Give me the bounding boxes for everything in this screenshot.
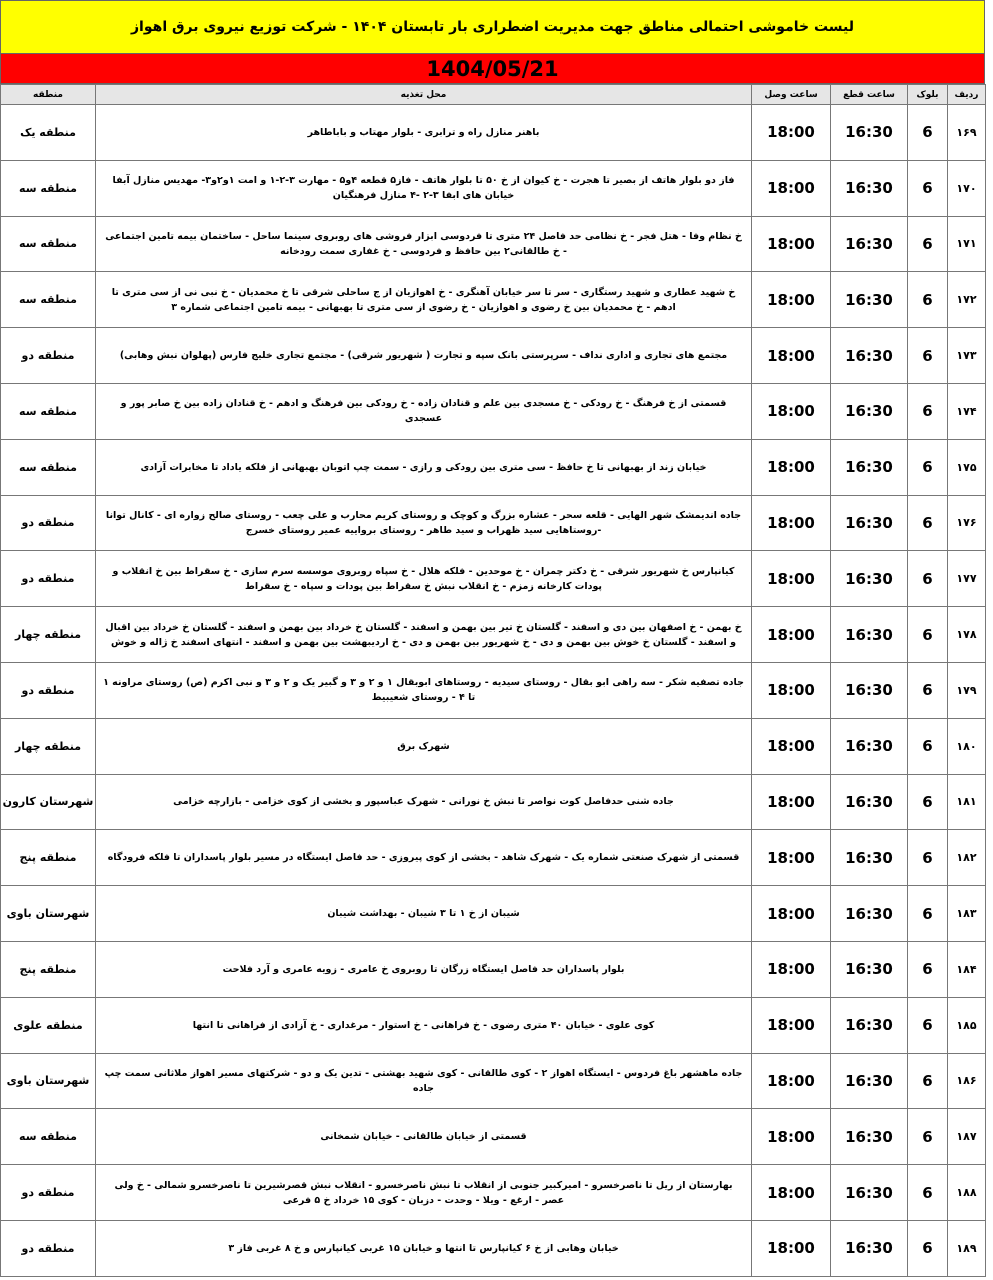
row-cut-time: 16:30 xyxy=(831,1220,908,1276)
row-region: منطقه دو xyxy=(1,662,96,718)
row-location: کیانپارس خ شهریور شرقی - خ دکتر چمران - خ موحدین - فلکه هلال - خ سپاه روبروی موسسه سرم سازی - خ سقراط بین خ انقلاب و پودات کارخانه زمزم - خ انقلاب نبش خ سقراط بین پودات و سپاه - خ سقراط xyxy=(96,551,752,607)
column-header-region: منطقه xyxy=(1,85,96,105)
row-region: شهرستان باوی xyxy=(1,886,96,942)
row-block: 6 xyxy=(908,160,948,216)
row-region: شهرستان باوی xyxy=(1,1053,96,1109)
row-location: خیابان وهابی از خ ۶ کیانپارس تا انتها و خیابان ۱۵ غربی کیانپارس و خ ۸ غربی فاز ۳ xyxy=(96,1220,752,1276)
row-location: جاده اندیمشک شهر الهایی - قلعه سحر - عشاره بزرگ و کوچک و روستای کریم محارب و علی چعب - روستای صالح زواره ای - کانال توانا -روستاهایی سید ظهراب و سید طاهر - روستای برواییه عمیر روستای خسرج xyxy=(96,495,752,551)
row-location: خ شهید عطاری و شهید رستگاری - سر تا سر خیابان آهنگری - خ اهوازیان از ج ساحلی شرقی تا خ محمدیان - خ نبی نی از سی متری تا ادهم - خ محمدیان بین خ رضوی و اهوازیان - خ رضوی از سی متری تا بهبهانی - بیمه تامین اجتماعی شماره ۳ xyxy=(96,272,752,328)
row-block: 6 xyxy=(908,718,948,774)
row-block: 6 xyxy=(908,439,948,495)
row-block: 6 xyxy=(908,886,948,942)
row-cut-time: 16:30 xyxy=(831,105,908,161)
row-cut-time: 16:30 xyxy=(831,383,908,439)
row-index: ۱۷۲ xyxy=(948,272,986,328)
row-cut-time: 16:30 xyxy=(831,718,908,774)
table-row xyxy=(1,1220,986,1276)
row-connect-time: 18:00 xyxy=(752,439,831,495)
row-location: شهرک برق xyxy=(96,718,752,774)
column-header-cut: ساعت قطع xyxy=(831,85,908,105)
table-row xyxy=(1,160,986,216)
row-index: ۱۶۹ xyxy=(948,105,986,161)
row-cut-time: 16:30 xyxy=(831,886,908,942)
row-index: ۱۸۰ xyxy=(948,718,986,774)
row-cut-time: 16:30 xyxy=(831,941,908,997)
row-connect-time: 18:00 xyxy=(752,718,831,774)
table-row xyxy=(1,997,986,1053)
row-block: 6 xyxy=(908,607,948,663)
row-region: منطقه دو xyxy=(1,328,96,384)
row-index: ۱۸۹ xyxy=(948,1220,986,1276)
row-cut-time: 16:30 xyxy=(831,1109,908,1165)
row-cut-time: 16:30 xyxy=(831,1165,908,1221)
row-index: ۱۷۵ xyxy=(948,439,986,495)
row-location: خیابان زند از بهبهانی تا خ حافظ - سی متری بین رودکی و رازی - سمت چپ اتوبان بهبهانی از فلکه یاداد تا مخابرات آزادی xyxy=(96,439,752,495)
row-region: منطقه دو xyxy=(1,1220,96,1276)
row-region: منطقه سه xyxy=(1,439,96,495)
row-cut-time: 16:30 xyxy=(831,607,908,663)
row-block: 6 xyxy=(908,662,948,718)
row-block: 6 xyxy=(908,216,948,272)
sheet-title: لیست خاموشی احتمالی مناطق جهت مدیریت اضطراری بار تابستان ۱۴۰۴ - شرکت توزیع نیروی برق اهواز xyxy=(0,0,985,54)
row-location: قسمتی از شهرک صنعتی شماره یک - شهرک شاهد - بخشی از کوی پیروزی - حد فاصل ایستگاه در مسیر بلوار پاسداران تا فلکه فرودگاه xyxy=(96,830,752,886)
table-row xyxy=(1,551,986,607)
table-row xyxy=(1,105,986,161)
row-block: 6 xyxy=(908,1165,948,1221)
row-cut-time: 16:30 xyxy=(831,774,908,830)
table-row xyxy=(1,272,986,328)
row-index: ۱۸۳ xyxy=(948,886,986,942)
row-location: بهارستان از ریل تا ناصرخسرو - امیرکبیر جنوبی از انقلاب تا نبش ناصرخسرو - انقلاب نبش قصرشیرین تا ناصرخسرو شمالی - خ ولی عصر - ارغع - ویلا - وحدت - دزبان - کوی ۱۵ خرداد خ ۵ فرعی xyxy=(96,1165,752,1221)
column-header-location: محل تغذیه xyxy=(96,85,752,105)
table-row xyxy=(1,439,986,495)
row-location: شیبان از خ ۱ تا ۳ شیبان - بهداشت شیبان xyxy=(96,886,752,942)
table-row xyxy=(1,941,986,997)
row-block: 6 xyxy=(908,830,948,886)
row-block: 6 xyxy=(908,1109,948,1165)
row-block: 6 xyxy=(908,997,948,1053)
row-index: ۱۷۸ xyxy=(948,607,986,663)
table-row xyxy=(1,1053,986,1109)
row-index: ۱۸۵ xyxy=(948,997,986,1053)
row-connect-time: 18:00 xyxy=(752,383,831,439)
row-cut-time: 16:30 xyxy=(831,830,908,886)
row-connect-time: 18:00 xyxy=(752,1165,831,1221)
row-cut-time: 16:30 xyxy=(831,328,908,384)
row-block: 6 xyxy=(908,383,948,439)
row-connect-time: 18:00 xyxy=(752,105,831,161)
row-location: بلوار پاسداران حد فاصل ایستگاه زرگان تا روبروی خ عامری - زویه عامری و آرد فلاحت xyxy=(96,941,752,997)
row-region: منطقه چهار xyxy=(1,607,96,663)
row-connect-time: 18:00 xyxy=(752,997,831,1053)
table-row xyxy=(1,718,986,774)
row-cut-time: 16:30 xyxy=(831,1053,908,1109)
row-region: منطقه دو xyxy=(1,495,96,551)
row-block: 6 xyxy=(908,328,948,384)
row-region: منطقه یک xyxy=(1,105,96,161)
table-row xyxy=(1,383,986,439)
table-row xyxy=(1,607,986,663)
row-index: ۱۷۱ xyxy=(948,216,986,272)
row-index: ۱۷۷ xyxy=(948,551,986,607)
row-index: ۱۷۹ xyxy=(948,662,986,718)
row-connect-time: 18:00 xyxy=(752,495,831,551)
row-cut-time: 16:30 xyxy=(831,439,908,495)
row-block: 6 xyxy=(908,1220,948,1276)
table-row xyxy=(1,495,986,551)
row-region: منطقه سه xyxy=(1,1109,96,1165)
row-location: فاز دو بلوار هاتف از بصیر تا هجرت - خ کیوان از خ ۵۰ تا بلوار هاتف - فاز۵ قطعه ۴و۵ - مهارت ۳-۲-۱ و امت ۱و۲و۳- مهدیس منازل آبفا خیابان های ابفا ۳-۲ -۴ منازل فرهنگیان xyxy=(96,160,752,216)
row-location: جاده شنی حدفاصل کوت نواصر تا نبش خ نورانی - شهرک عباسپور و بخشی از کوی خزامی - بازارچه خزامی xyxy=(96,774,752,830)
column-header-connect: ساعت وصل xyxy=(752,85,831,105)
row-cut-time: 16:30 xyxy=(831,216,908,272)
row-index: ۱۷۶ xyxy=(948,495,986,551)
row-block: 6 xyxy=(908,774,948,830)
row-location: جاده ماهشهر باغ فردوس - ایستگاه اهواز ۲ - کوی طالقانی - کوی شهید بهشتی - تدین یک و دو - شرکتهای مسیر اهواز ملاثانی سمت چپ جاده xyxy=(96,1053,752,1109)
row-connect-time: 18:00 xyxy=(752,160,831,216)
row-index: ۱۸۸ xyxy=(948,1165,986,1221)
row-cut-time: 16:30 xyxy=(831,551,908,607)
table-row xyxy=(1,886,986,942)
row-region: منطقه دو xyxy=(1,551,96,607)
row-location: باهنر منازل راه و ترابری - بلوار مهتاب و باباطاهر xyxy=(96,105,752,161)
table-row xyxy=(1,1165,986,1221)
row-connect-time: 18:00 xyxy=(752,1220,831,1276)
row-region: منطقه سه xyxy=(1,272,96,328)
table-header-row xyxy=(1,85,986,105)
row-block: 6 xyxy=(908,105,948,161)
row-connect-time: 18:00 xyxy=(752,662,831,718)
table-row xyxy=(1,1109,986,1165)
row-location: قسمتی از خ فرهنگ - خ رودکی - خ مسجدی بین علم و قنادان زاده - خ رودکی بین فرهنگ و ادهم - خ قنادان زاده بین خ صابر پور و عسجدی xyxy=(96,383,752,439)
row-cut-time: 16:30 xyxy=(831,495,908,551)
row-region: منطقه سه xyxy=(1,160,96,216)
table-row xyxy=(1,830,986,886)
row-block: 6 xyxy=(908,551,948,607)
schedule-date: 1404/05/21 xyxy=(0,54,985,84)
row-location: خ نظام وفا - هتل فجر - خ نظامی حد فاصل ۲۴ متری تا فردوسی ابزار فروشی های روبروی سینما ساحل - ساختمان بیمه تامین اجتماعی - خ طالقانی۲ بین حافظ و فردوسی - خ غفاری سمت رودخانه xyxy=(96,216,752,272)
row-connect-time: 18:00 xyxy=(752,607,831,663)
row-location: جاده تصفیه شکر - سه راهی ابو بقال - روستای سیدیه - روستاهای ابوبقال ۱ و ۲ و ۳ و گبیر یک و ۲ و ۳ و نبی اکرم (ص) روستای مراونه ۱ تا ۴ - روستای شعیبیط xyxy=(96,662,752,718)
row-connect-time: 18:00 xyxy=(752,941,831,997)
table-body xyxy=(1,105,986,1277)
row-connect-time: 18:00 xyxy=(752,886,831,942)
row-cut-time: 16:30 xyxy=(831,662,908,718)
row-index: ۱۸۱ xyxy=(948,774,986,830)
row-connect-time: 18:00 xyxy=(752,272,831,328)
row-block: 6 xyxy=(908,1053,948,1109)
row-cut-time: 16:30 xyxy=(831,997,908,1053)
row-cut-time: 16:30 xyxy=(831,272,908,328)
row-block: 6 xyxy=(908,941,948,997)
table-row xyxy=(1,774,986,830)
row-block: 6 xyxy=(908,495,948,551)
row-region: منطقه سه xyxy=(1,383,96,439)
row-connect-time: 18:00 xyxy=(752,1109,831,1165)
row-connect-time: 18:00 xyxy=(752,328,831,384)
column-header-idx: ردیف xyxy=(948,85,986,105)
row-index: ۱۷۳ xyxy=(948,328,986,384)
column-header-block: بلوک xyxy=(908,85,948,105)
row-cut-time: 16:30 xyxy=(831,160,908,216)
row-block: 6 xyxy=(908,272,948,328)
row-region: منطقه دو xyxy=(1,1165,96,1221)
row-region: منطقه پنج xyxy=(1,830,96,886)
row-index: ۱۸۲ xyxy=(948,830,986,886)
row-index: ۱۸۷ xyxy=(948,1109,986,1165)
row-region: منطقه پنج xyxy=(1,941,96,997)
row-region: منطقه سه xyxy=(1,216,96,272)
row-index: ۱۸۶ xyxy=(948,1053,986,1109)
row-connect-time: 18:00 xyxy=(752,1053,831,1109)
row-location: مجتمع های تجاری و اداری نداف - سرپرستی بانک سپه و تجارت ( شهریور شرقی) - مجتمع تجاری خلیج فارس (پهلوان نبش وهابی) xyxy=(96,328,752,384)
table-row xyxy=(1,216,986,272)
row-index: ۱۸۴ xyxy=(948,941,986,997)
row-connect-time: 18:00 xyxy=(752,551,831,607)
table-row xyxy=(1,662,986,718)
row-location: کوی علوی - خیابان ۴۰ متری رضوی - خ فراهانی - خ استوار - مرغداری - خ آزادی از فراهانی تا انتها xyxy=(96,997,752,1053)
row-region: منطقه چهار xyxy=(1,718,96,774)
row-index: ۱۷۰ xyxy=(948,160,986,216)
row-region: شهرستان کارون xyxy=(1,774,96,830)
row-connect-time: 18:00 xyxy=(752,216,831,272)
table-row xyxy=(1,328,986,384)
row-location: خ بهمن - خ اصفهان بین دی و اسفند - گلستان خ تیر بین بهمن و اسفند - گلستان خ خرداد بین بهمن و اسفند - گلستان خ خرداد بین اقبال و اسفند - گلستان خ خوش بین بهمن و دی - خ شهریور بین بهمن و دی - خ اردیبهشت بین بهمن و اسفند - انتهای اسفند خ ژاله و خوش xyxy=(96,607,752,663)
row-location: قسمتی از خیابان طالقانی - خیابان شمخانی xyxy=(96,1109,752,1165)
row-connect-time: 18:00 xyxy=(752,830,831,886)
row-index: ۱۷۴ xyxy=(948,383,986,439)
row-region: منطقه علوی xyxy=(1,997,96,1053)
outage-table xyxy=(0,84,986,1277)
row-connect-time: 18:00 xyxy=(752,774,831,830)
